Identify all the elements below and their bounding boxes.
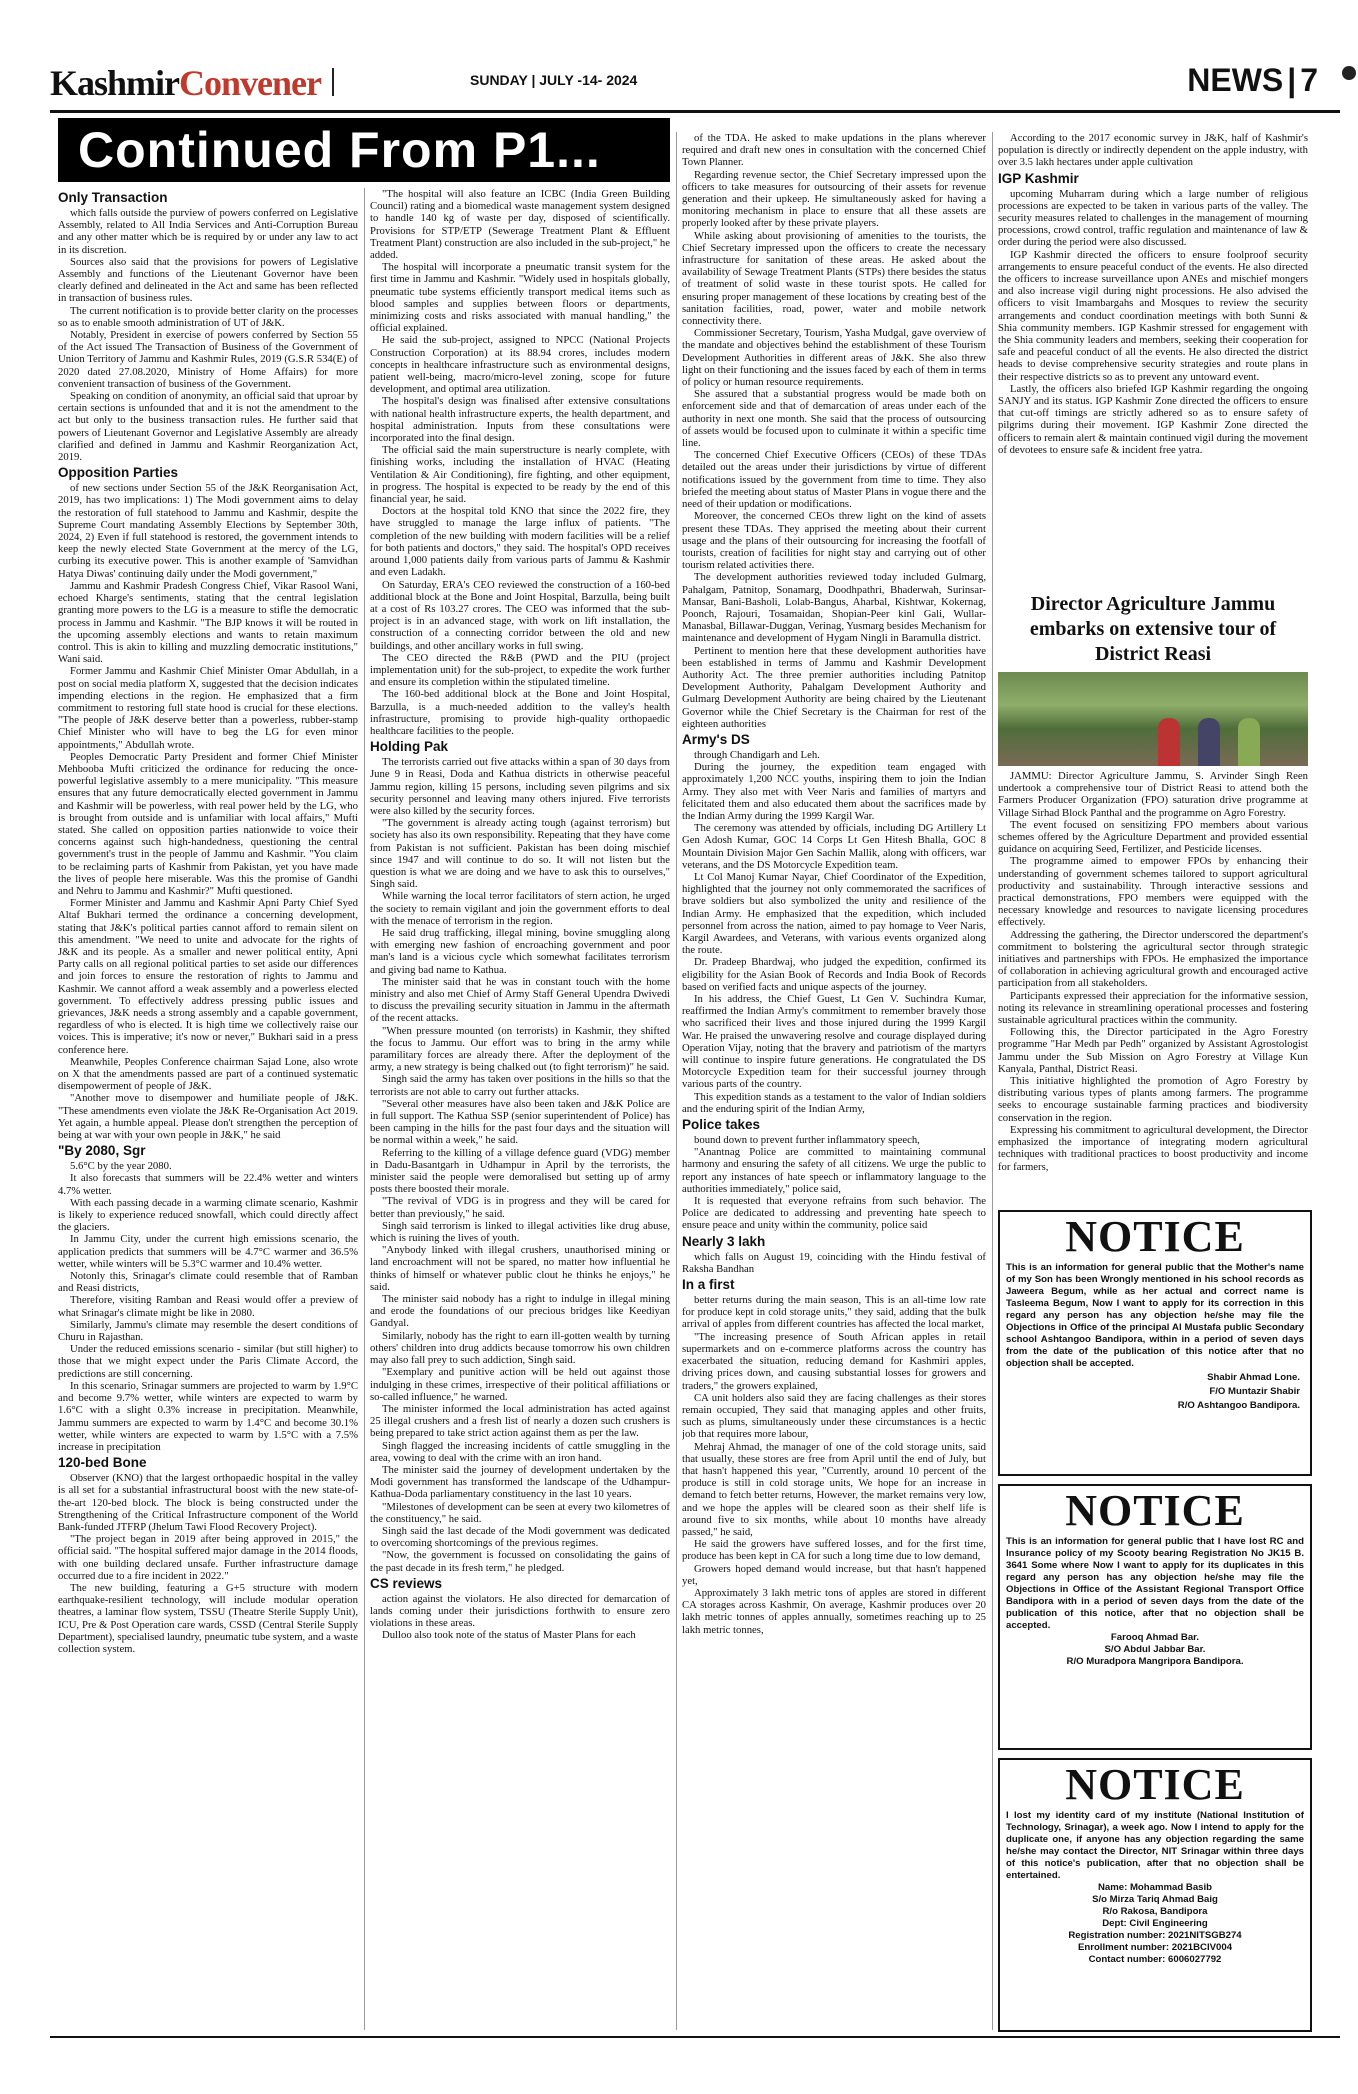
paragraph: Jammu and Kashmir Pradesh Congress Chief, Vikar Rasool Wani, echoed Kharge's sentiments, stating that the central legislation granting more powers to the LG is a measure to stifle the democratic process in Jammu and Kashmir. "The BJP knows it will be routed in the upcoming assembly elections and wants to retain maximum control. This is akin to killing and muzzling democratic institutions," Wani said. <box>58 579 358 666</box>
paragraph: The hospital's design was finalised after extensive consultations with national health infrastructure experts, the health department, and hospital administration. Inputs from these consultations were incorporated into the final design. <box>370 395 670 445</box>
paragraph: The new building, featuring a G+5 structure with modern earthquake-resilient technology, will include modular operation theatres, a laminar flow system, TSSU (Theatre Sterile Supply Unit), ICU, Pre & Post Operation care wards, CSSD (Central Sterile Supply Department), specialised laundry, pneumatic tube system, and a waste collection system. <box>58 1581 358 1655</box>
notice-signature: R/O Ashtangoo Bandipora. <box>1177 1400 1300 1411</box>
paragraph: The minister said nobody has a right to indulge in illegal mining and erode the foundations of our precious bridges like Keediyan Gandyal. <box>370 1293 670 1330</box>
paragraph: Under the reduced emissions scenario - similar (but still higher) to those that we might expect under the Paris Climate Accord, the predictions are still concerning. <box>58 1343 358 1380</box>
paragraph: which falls on August 19, coinciding with the Hindu festival of Raksha Bandhan <box>682 1250 986 1275</box>
article-column-4-top <box>998 132 1308 582</box>
paragraph: Referring to the killing of a village defence guard (VDG) member in Dadu-Basantgarh in Udhampur in April by the terrorists, the minister said the people were demoralised but setting up of army posts there boosted their morale. <box>370 1146 670 1196</box>
paragraph: The official said the main superstructure is nearly complete, with finishing works, including the installation of HVAC (Heating Ventilation & Air Conditioning), fire fighting, and other equipment, in progress. The hospital is expected to be ready by the end of this financial year, he said. <box>370 444 670 506</box>
paragraph: Former Minister and Jammu and Kashmir Apni Party Chief Syed Altaf Bukhari termed the ordinance a concerning development, stating that J&K's political parties cannot afford to remain silent on this amendment. "We need to unite and advocate for the rights of J&K and its people. As a smaller and newer political entity, Apni Party calls on all regional political parties to set aside our differences and join forces to ensure the restoration of rights to Jammu and Kashmir. We cannot afford a weak assembly and a powerless elected government. To effectively address pressing public issues and grievances, J&K needs a strong assembly and a capable government, regardless of who is elected. It is high time we collectively raise our voices. This is imperative; it's now or never," Bukhari said in a press conference here. <box>58 897 358 1056</box>
paragraph: Growers hoped demand would increase, but that hasn't happened yet, <box>682 1562 986 1587</box>
paragraph: The current notification is to provide better clarity on the processes so as to enable smooth administration of UT of J&K. <box>58 304 358 329</box>
paragraph: Observer (KNO) that the largest orthopaedic hospital in the valley is all set for a substantial infrastructural boost with the new state-of-the-art 120-bed block. The block is being constructed under the Strengthening of the Critical Infrastructure component of the World Bank-funded JTFRP (Jhelum Tawi Flood Recovery Project). <box>58 1472 358 1533</box>
paragraph: "The increasing presence of South African apples in retail supermarkets and on e-commerce platforms across the country has exacerbated the situation, reducing demand for Kashmiri apples, driving prices down, and causing substantial losses for growers and traders," the growers explained, <box>682 1330 986 1392</box>
paragraph: The programme aimed to empower FPOs by enhancing their understanding of government schemes tailored to support agricultural productivity and sustainability. Through interactive sessions and practical demonstrations, FPO members were equipped with the necessary knowledge and resources to navigate licensing procedures effectively. <box>998 855 1308 929</box>
notice-signature: F/O Muntazir Shabir <box>1209 1386 1300 1397</box>
notice-signature: Contact number: 6006027792 <box>1088 1954 1222 1965</box>
paragraph: The minister said the journey of development undertaken by the Modi government has transformed the landscape of the Udhampur-Kathua-Doda parliamentary constituency in the last 10 years. <box>370 1463 670 1501</box>
paragraph: Former Jammu and Kashmir Chief Minister Omar Abdullah, in a post on social media platform X, suggested that the decision indicates impending elections in the region. He emphasized that a firm commitment to restoring full state hood is crucial for these elections. "The people of J&K deserve better than a powerless, rubber-stamp Chief Minister who will have to beg the LG for even minor appointments," Abdullah wrote. <box>58 665 358 751</box>
paragraph: "Several other measures have also been taken and J&K Police are in full support. The Kathua SSP (senior superintendent of Police) has been camping in the hills for the past four days and the situation will be normal within a week," he said. <box>370 1097 670 1147</box>
paragraph: In Jammu City, under the current high emissions scenario, the application predicts that summers will be 4.7°C warmer and 36.5% wetter, while winters will be 5.3°C warmer and 10.4% wetter. <box>58 1233 358 1270</box>
paragraph: "Now, the government is focussed on consolidating the gains of the past decade in its fresh term," he pledged. <box>370 1549 670 1574</box>
headline-banner <box>58 118 670 182</box>
paragraph: of new sections under Section 55 of the J&K Reorganisation Act, 2019, has two implications: 1) The Modi government aims to delay the restoration of full statehood to Jammu and Kashmir, despite the Supreme Court mandating Assembly Elections by September 30th, 2024, 2) Even if full statehood is restored, the government intends to keep the newly elected State Government at the mercy of the LG, curbing its executive power. This is another example of 'Samvidhan Hatya Diwas' continuing daily under the Modi government," <box>58 482 358 580</box>
paragraph: She assured that a substantial progress would be made both on enforcement side and that of demarcation of areas under each of the authority in next one month. She said that the process of outsourcing of assets would be focused upon to culminate it within a specific time line. <box>682 388 986 450</box>
agriculture-story-headline: Director Agriculture Jammu embarks on extensive tour of District Reasi <box>1029 593 1277 665</box>
page-headline: Continued From P1... <box>78 122 601 178</box>
paragraph: The minister informed the local administration has acted against 25 illegal crushers and a fresh list of nearly a dozen such crushers is being prepared to take strict action against them as per the law. <box>370 1402 670 1440</box>
section-name: NEWS <box>1187 62 1284 98</box>
notice-signature: S/O Abdul Jabbar Bar. <box>1104 1644 1206 1655</box>
paragraph: Therefore, visiting Ramban and Reasi would offer a preview of what Srinagar's climate might be like in 2080. <box>58 1294 358 1319</box>
paragraph: Similarly, Jammu's climate may resemble the desert conditions of Churu in Rajasthan. <box>58 1318 358 1344</box>
paragraph: He said the sub-project, assigned to NPCC (National Projects Construction Corporation) at its 88.94 crores, includes modern concepts in healthcare infrastructure such as environmental designs, patient well-being, macro/micro-level zoning, scope for future development, and optimal area utilization. <box>370 334 670 396</box>
paragraph: Following this, the Director participated in the Agro Forestry programme "Har Medh par Pedh" organized by Assistant Agrostologist Jammu under the Sub Mission on Agro Forestry at Village Kun Kanyala, Panthal, District Reasi. <box>998 1026 1308 1075</box>
story-subhead: "By 2080, Sgr <box>58 1143 146 1159</box>
header-rule <box>50 110 1340 113</box>
paragraph: of the TDA. He asked to make updations in the plans wherever required and draft new ones in consultation with the concerned Chief Town Planner. <box>682 132 986 169</box>
story-subhead: Opposition Parties <box>58 465 179 481</box>
story-subhead: 120-bed Bone <box>58 1455 147 1471</box>
paragraph: He said the growers have suffered losses, and for the first time, produce has been kept in CA for such a long time due to low demand, <box>682 1538 986 1563</box>
logo-convener: Convener <box>179 63 321 103</box>
paragraph: Doctors at the hospital told KNO that since the 2022 fire, they have struggled to manage the large influx of patients. "The completion of the new building with modern facilities will be a relief for both patients and doctors," they said. The hospital's OPD receives around 1,000 patients daily from various parts of Jammu & Kashmir and even Ladakh. <box>370 505 670 579</box>
agriculture-event-photo <box>998 672 1308 766</box>
paragraph: Moreover, the concerned CEOs threw light on the kind of assets present these TDAs. They apprised the meeting about their current usage and the plans of their outsourcing for increasing the footfall of tourists, creation of facilities for night stay and carrying out of other tourism related activities there. <box>682 510 986 572</box>
paragraph: which falls outside the purview of powers conferred on Legislative Assembly, related to All India Services and Anti-Corruption Bureau and any other matter which be is required by or under any law to act in its discretion. <box>58 207 358 256</box>
paragraph: 5.6°C by the year 2080. <box>70 1160 172 1173</box>
paragraph: JAMMU: Director Agriculture Jammu, S. Arvinder Singh Reen undertook a comprehensive tour of District Reasi to attend both the Farmers Producer Organization (FPO) saturation drive programme at Village Sirhad Block Panthal and the programme on Agro Forestry. <box>998 770 1308 819</box>
notice-signature: Shabir Ahmad Lone. <box>1207 1372 1300 1383</box>
paragraph: Notonly this, Srinagar's climate could resemble that of Ramban and Reasi districts, <box>58 1270 358 1295</box>
column-divider <box>676 132 677 2030</box>
paragraph: better returns during the main season, This is an all-time low rate for produce kept in cold storage units," they said, adding that the bulk arrival of apples from different countries has affected the local market, <box>682 1294 986 1331</box>
paragraph: The concerned Chief Executive Officers (CEOs) of these TDAs detailed out the areas under their jurisdictions by virtue of different notifications issued by the government from time to time. They also briefed the meeting about status of Master Plans in vogue there and the need of their updation or modifications. <box>682 449 986 511</box>
issue-date: SUNDAY | JULY -14- 2024 <box>470 72 638 88</box>
paragraph: In this scenario, Srinagar summers are projected to warm by 1.9°C and become 9.7% wetter, while winters are expected to warm by 1.6°C with a slight 0.3% increase in precipitation. Meanwhile, Jammu summers are expected to warm by 1.4°C and become 30.1% wetter, while winters are expected to warm by 1.5°C with a 7.5% increase in precipitation <box>58 1379 358 1453</box>
paragraph: Singh said the last decade of the Modi government was dedicated to overcoming shortcomings of the previous regimes. <box>370 1524 670 1550</box>
paragraph: It is requested that everyone refrains from such behavior. The Police are dedicated to addressing and preventing hate speech to ensure peace and unity within the community, police said <box>682 1195 986 1232</box>
paragraph: Peoples Democratic Party President and former Chief Minister Mehbooba Mufti criticized the ordinance for reducing the once-powerful legislative assembly to a mere municipality. "This measure ensures that any future democratically elected government in Jammu and Kashmir will be powerless, with real power held by the LG, who is brought from outside and is unfamiliar with local affairs," Mufti stated. She called on opposition parties nationwide to voice their concerns against such high-handedness, questioning the central government's trust in the people of Jammu and Kashmir. "You claim to be reclaiming parts of Kashmir from Pakistan, yet you have made the lives of people here miserable. Was this the promise of Gandhi and Nehru to Jammu and Kashmir?" Mufti questioned. <box>58 750 358 897</box>
paragraph: While warning the local terror facilitators of stern action, he urged the society to remain vigilant and join the government efforts to deal with the menace of terrorism in the region. <box>370 890 670 927</box>
paragraph: Sources also said that the provisions for powers of Legislative Assembly and functions of the Lieutenant Governor have been clearly defined and delineated in the Act and same has been reflected in transaction of business rules. <box>58 255 358 305</box>
public-notice-3 <box>998 1758 1312 2032</box>
paragraph: "Milestones of development can be seen at every two kilometres of the constituency," he said. <box>370 1500 670 1525</box>
paragraph: "When pressure mounted (on terrorists) in Kashmir, they shifted the focus to Jammu. Our effort was to bring in the army while paramilitary forces are already there. After the deployment of the army, a new strategy is being chalked out (to fight terrorism)" he said. <box>370 1024 670 1074</box>
paragraph: upcoming Muharram during which a large number of religious processions are expected to be taken in various parts of the valley. The security measures related to challenges in the management of mourning processions, crowd control, traffic regulation and maintenance of law & order during the period were also discussed. <box>998 187 1308 249</box>
notice-body: This is an information for general public that I have lost RC and Insurance policy of my Scooty bearing Registration No JK15 B. 3641 Some where Now I want to apply for its duplicates in this regard any person has any objection he/she may file the Objections in Office of the Assistant Regional Transport Office Bandipora with in a period of seven days from the date of the publication of this notice, after that no objection shall be accepted. <box>1006 1536 1304 1631</box>
paragraph: "The revival of VDG is in progress and they will be cared for better than previously," he said. <box>370 1195 670 1220</box>
paragraph: Singh said the army has taken over positions in the hills so that the terrorists are not able to carry out further attacks. <box>370 1073 670 1098</box>
paragraph: Singh flagged the increasing incidents of cattle smuggling in the area, vowing to deal with the crime with an iron hand. <box>370 1439 670 1464</box>
paragraph: Regarding revenue sector, the Chief Secretary impressed upon the officers to take measures for outsourcing of their assets for revenue generation and their upkeep. He simultaneously asked for having a monitoring mechanism in place to ensure that all these assets are properly looked after by these private players. <box>682 168 986 230</box>
person-figure <box>1238 718 1260 766</box>
paragraph: Meanwhile, Peoples Conference chairman Sajad Lone, also wrote on X that the amendments passed are part of a continued systematic disempowerment of people of J&K. <box>58 1055 358 1093</box>
publication-logo <box>50 62 321 104</box>
paragraph: While asking about provisioning of amenities to the tourists, the Chief Secretary impressed upon the officers to create the necessary infrastructure for sanitation of these areas. He asked about the availability of Sewage Treatment Plants (STPs) there besides the status of treatment of solid waste in these tourist spots. He called for ensuring proper management of these locations by creating best of the sanitation facilities, road, power, water and mobile network connectivity there. <box>682 229 986 328</box>
paragraph: Dr. Pradeep Bhardwaj, who judged the expedition, confirmed its eligibility for the Asian Book of Records and India Book of Records based on verified facts and unique aspects of the journey. <box>682 956 986 993</box>
story-subhead: Only Transaction <box>58 190 168 205</box>
paragraph: The 160-bed additional block at the Bone and Joint Hospital, Barzulla, is a much-needed addition to the valley's health infrastructure, promising to provide high-quality orthopaedic healthcare facilities to the people. <box>370 688 670 737</box>
story-subhead: Police takes <box>682 1117 761 1133</box>
paragraph: In his address, the Chief Guest, Lt Gen V. Suchindra Kumar, reaffirmed the Indian Army's commitment to remember bravely those who sacrificed their lives and those injured during the 1999 Kargil War. He praised the unwavering resolve and courage displayed during Operation Vijay, noting that the bravery and patriotism of the martyrs will continue to inspire future generations. He congratulated the DS Motorcycle Expedition team for their successful journey through various parts of the country. <box>682 993 986 1091</box>
section-separator: | <box>1287 62 1297 98</box>
paragraph: Expressing his commitment to agricultural development, the Director emphasized the importance of integrating modern agricultural techniques with traditional practices to boost productivity and income for farmers, <box>998 1123 1308 1173</box>
paragraph: IGP Kashmir directed the officers to ensure foolproof security arrangements to ensure peaceful conduct of the events. He also directed the officers to increase surveillance upon ANEs and mischief mongers and also increase vigil during night processions. He also advised the officers to visit Imambargahs and Mosques to review the security arrangements and conduct coordination meetings with both Sunni & Shia community members. IGP Kashmir stressed for engagement with the Shia community leaders and members, seeking their cooperation for safe and peaceful conduct of all the events. He also directed the district heads to devise comprehensive security strategies and route plans in their respective districts so as to prevent any untoward event. <box>998 248 1308 383</box>
story-subhead: Holding Pak <box>370 739 449 755</box>
paragraph: "Anybody linked with illegal crushers, unauthorised mining or land encroachment will not be spared, no matter how influential he thinks of himself or whatever public clout he thinks he enjoys," he said. <box>370 1244 670 1293</box>
footer-rule <box>50 2036 1340 2038</box>
paragraph: This expedition stands as a testament to the valor of Indian soldiers and the enduring spirit of the Indian Army, <box>682 1090 986 1115</box>
paragraph: Approximately 3 lakh metric tons of apples are stored in different CA storages across Kashmir, On average, Kashmir produces over 20 lakh metric tonnes of apples annually, sometimes reaching up to 25 lakh metric tonnes, <box>682 1586 986 1636</box>
public-notice-2 <box>998 1484 1312 1750</box>
paragraph: The CEO directed the R&B (PWD and the PIU (project implementation unit) for the sub-project, to expedite the work further and ensure its completion within the stipulated timeline. <box>370 651 670 689</box>
section-label <box>1187 62 1318 99</box>
paragraph: bound down to prevent further inflammatory speech, <box>694 1134 920 1147</box>
masthead <box>50 62 1340 106</box>
paragraph: "The hospital will also feature an ICBC (India Green Building Council) rating and a biomedical waste management system designed to handle 140 kg of waste per day, disposed of scientifically. Provisions for STP/ETP (Sewerage Treatment Plant & Effluent Treatment Plant) construction are also included in the sub-project," he added. <box>370 188 670 262</box>
paragraph: During the journey, the expedition team engaged with approximately 1,200 NCC youths, inspiring them to join the Indian Army. They also met with Veer Naris and families of martyrs and felicitated them and also educated them about the sacrifices made by the Indian Army during the 1999 Kargil War. <box>682 761 986 822</box>
paragraph: Pertinent to mention here that these development authorities have been established in terms of Jammu and Kashmir Development Authority Act. The three premier authorities including Patnitop Development Authority, Pahalgam Development Authority and Gulmarg Development Authority are being chaired by the Lieutenant Governor while the Chief Secretary is the Chairman for rest of the eighteen authorities <box>682 644 986 730</box>
paragraph: He said drug trafficking, illegal mining, bovine smuggling along with emerging new fashion of encroaching government and poor man's land is a vicious cycle which somewhat facilitates terrorism and giving bad name to Kathua. <box>370 926 670 976</box>
paragraph: This initiative highlighted the promotion of Agro Forestry by distributing various types of plants among farmers. The programme seeks to encourage sustainable farming practices and biodiversity conservation in the region. <box>998 1075 1308 1124</box>
paragraph: Commissioner Secretary, Tourism, Yasha Mudgal, gave overview of the mandate and objectives behind the establishment of these Tourism Development Authorities in different areas of J&K. She also threw light on their functioning and the issues faced by each of them in terms of policy or human resource requirements. <box>682 327 986 389</box>
notice-title: NOTICE <box>1065 1486 1245 1535</box>
paragraph: The terrorists carried out five attacks within a span of 30 days from June 9 in Reasi, Doda and Kathua districts in otherwise peaceful Jammu region, killing 15 persons, including seven pilgrims and six security personnel and leaving many others injured. Five terrorists were also killed by the security forces. <box>370 756 670 817</box>
article-column-2 <box>370 188 670 2030</box>
story-subhead: Army's DS <box>682 731 750 747</box>
notice-signature: S/o Mirza Tariq Ahmad Baig <box>1092 1894 1218 1905</box>
paragraph: On Saturday, ERA's CEO reviewed the construction of a 160-bed additional block at the Bone and Joint Hospital, Barzulla, being built at a cost of Rs 103.27 crores. The CEO was informed that the sub-project is in an advanced stage, with work on lift installation, the construction of a connecting corridor between the old and new buildings, and other ancillary works in full swing. <box>370 578 670 652</box>
paragraph: The ceremony was attended by officials, including DG Artillery Lt Gen Adosh Kumar, GOC 14 Corps Lt Gen Hitesh Bhalla, GOC 8 Mountain Division Major Gen Sachin Mallik, along with officers, war veterans, and the DS Motorcycle Expedition team. <box>682 822 986 871</box>
paragraph: "The government is already acting tough (against terrorism) but society has also its own responsibility. Repeating that they have come from Pakistan is not sufficient. Pakistan has been doing mischief since 1947 and will continue to do so. It will not listen but the question is what we are doing and we have to ask this to ourselves," Singh said. <box>370 817 670 891</box>
notice-signature: Name: Mohammad Basib <box>1097 1882 1213 1893</box>
paragraph: Mehraj Ahmad, the manager of one of the cold storage units, said that usually, these stores are free from April until the end of July, but that hasn't happened this year, "Currently, around 10 percent of the produce is still in cold storage units, We hope for an increase in demand to fetch better returns, However, the market remains very low, and we hope the apples will be cleared soon as their shelf life is around five to six months, while about 10 months have already passed," he said, <box>682 1440 986 1538</box>
notice-title: NOTICE <box>1065 1760 1245 1809</box>
notice-signature: R/o Rakosa, Bandipora <box>1102 1906 1208 1917</box>
paragraph: Lt Col Manoj Kumar Nayar, Chief Coordinator of the Expedition, highlighted that the journey not only commemorated the sacrifices of brave soldiers but also symbolized the unity and resilience of the Indian Army. He emphasized that the expedition, which included personnel from across the nation, aimed to pay homage to Veer Naris, Kargil Awardees, and Veterans, with various events organized along the route. <box>682 870 986 957</box>
article-column-4-agriculture <box>998 770 1308 1200</box>
paragraph: "The project began in 2019 after being approved in 2015," the official said. "The hospital suffered major damage in the 2014 floods, with one building declared unsafe. Further infrastructure damage occurred due to a fire incident in 2022." <box>58 1533 358 1582</box>
story-subhead: IGP Kashmir <box>998 170 1079 186</box>
paragraph: According to the 2017 economic survey in J&K, half of Kashmir's population is directly or indirectly dependent on the apple industry, with over 3.5 lakh hectares under apple cultivation <box>998 132 1308 169</box>
story-subhead: CS reviews <box>370 1575 443 1591</box>
corner-dot-icon <box>1342 66 1356 80</box>
notice-signature: Dept: Civil Engineering <box>1102 1918 1208 1929</box>
page-number: 7 <box>1300 62 1318 98</box>
paragraph: Dulloo also took note of the status of Master Plans for each <box>382 1629 636 1642</box>
paragraph: "Another move to disempower and humiliate people of J&K. "These amendments even violate the J&K Re-Organisation Act 2019. Yet again, a humble appeal. Please don't strengthen the perception of being at war with your own people in J&K," he said <box>58 1092 358 1142</box>
paragraph: "Anantnag Police are committed to maintaining communal harmony and ensuring the safety of all citizens. We urge the public to report any instances of hate speech or inflammatory language to the authorities immediately," police said, <box>682 1146 986 1195</box>
paragraph: CA unit holders also said they are facing challenges as their stores remain occupied, They said that managing apples and other fruits, such as plums, simultaneously under these circumstances is a hectic job that requires more labour, <box>682 1391 986 1441</box>
paragraph: Speaking on condition of anonymity, an official said that uproar by certain sections is unfounded that and it is not the amendment to the act but only to the business transaction rules. He further said that powers of Lieutenant Governor and Legislative Assembly are already clarified and defined in Jammu and Kashmir Reorganization Act, 2019. <box>58 390 358 464</box>
paragraph: Notably, President in exercise of powers conferred by Section 55 of the Act issued The Transaction of Business of the Government of Union Territory of Jammu and Kashmir Rules, 2019 (G.S.R 534(E) of 2020 dated 27.08.2020, Ministry of Home Affairs) for more convenient transaction of business of the Government. <box>58 329 358 390</box>
paragraph: With each passing decade in a warming climate scenario, Kashmir is likely to experience reduced snowfall, which could directly affect the glaciers. <box>58 1196 358 1234</box>
paragraph: It also forecasts that summers will be 22.4% wetter and winters 4.7% wetter. <box>58 1172 358 1197</box>
paragraph: The minister said that he was in constant touch with the home ministry and also met Chief of Army Staff General Upendra Dwivedi to discuss the prevailing security situation in Jammu in the aftermath of the recent attacks. <box>370 975 670 1025</box>
paragraph: Singh said terrorism is linked to illegal activities like drug abuse, which is ruining the lives of youth. <box>370 1219 670 1245</box>
article-column-1 <box>58 188 358 2030</box>
paragraph: "Exemplary and punitive action will be held out against those indulging in these crimes, irrespective of their political affiliations or so-called influence," he warned. <box>370 1366 670 1403</box>
paragraph: Lastly, the officers also briefed IGP Kashmir regarding the ongoing SANJY and its status. IGP Kashmir Zone directed the officers to ensure that cut-off timings are strictly adhered so as to ensure safety of pilgrims during their movement. IGP Kashmir Zone directed the officers to remain alert & maintain continued vigil during the movement of devotees to ensure safe & incident free yatra. <box>998 382 1308 456</box>
notice-title: NOTICE <box>1065 1212 1245 1261</box>
notice-body: This is an information for general public that the Mother's name of my Son has been Wrongly mentioned in his school records as Jaweera Begum, while as her actual and correct name is Tasleema Begum, Now I want to apply for its correction in this regard any person has any objection he/she may file the Objections in Office of the principal Al Mustafa public Secondary school Ashtangoo Bandipora, within in a period of seven days from the date of the publication of this notice after that no objection shall be accepted. <box>1006 1262 1304 1369</box>
notice-signature: Registration number: 2021NITSGB274 <box>1068 1930 1242 1941</box>
notice-signature: Enrollment number: 2021BCIV004 <box>1077 1942 1233 1953</box>
column-divider <box>364 188 365 2030</box>
masthead-divider <box>332 68 334 96</box>
paragraph: The event focused on sensitizing FPO members about various schemes offered by the Agriculture Department and provided essential guidance on acquiring Seed, Fertilizer, and Pesticide licenses. <box>998 818 1308 856</box>
paragraph: through Chandigarh and Leh. <box>694 748 820 761</box>
person-figure <box>1198 718 1220 766</box>
article-column-3 <box>682 132 986 2030</box>
notice-signature: Farooq Ahmad Bar. <box>1110 1632 1200 1643</box>
paragraph: Similarly, nobody has the right to earn ill-gotten wealth by turning others' children into drug addicts because tomorrow his own children may also fall prey to such addiction, Singh said. <box>370 1329 670 1367</box>
story-subhead: Nearly 3 lakh <box>682 1233 766 1249</box>
paragraph: The hospital will incorporate a pneumatic transit system for the first time in Jammu and Kashmir. "Widely used in hospitals globally, pneumatic tube systems efficiently transport medical items such as blood samples and supplies between floors or departments, minimizing costs and risks associated with manual handling," the official explained. <box>370 261 670 335</box>
paragraph: Addressing the gathering, the Director underscored the department's commitment to bolstering the agricultural sector through strategic initiatives and partnerships with FPOs. He emphasized the importance of collaboration in achieving agricultural growth and encouraged active participation from all stakeholders. <box>998 928 1308 990</box>
paragraph: The development authorities reviewed today included Gulmarg, Pahalgam, Patnitop, Sonamarg, Doodhpathri, Bhaderwah, Surinsar-Mansar, Bani-Basholi, Lolab-Bangus, Aharbal, Kishtwar, Kokernag, Poonch, Rajouri, Tosamaidan, Shopian-Peer kinl Gali, Wullar-Manasbal, Billawar-Duggan, Verinag, Yusmarg besides Mechanism for maintenance and development of Hygam Ningli in Baramulla district. <box>682 571 986 645</box>
public-notice-1 <box>998 1210 1312 1476</box>
notice-body: I lost my identity card of my institute (National Institution of Technology, Srinagar), a week ago. Now I intend to apply for the duplicate one, if anyone has any objection regarding the same he/she may contact the Director, NIT Srinagar within three days of this notice's publication, after that no objection shall be entertained. <box>1006 1810 1304 1881</box>
story-subhead: In a first <box>682 1277 735 1293</box>
paragraph: Participants expressed their appreciation for the informative session, noting its relevance in streamlining operational processes and fostering sustainable agricultural practices within the community. <box>998 989 1308 1027</box>
paragraph: action against the violators. He also directed for demarcation of lands coming under their jurisdictions forthwith to ensure zero violations in these areas. <box>370 1592 670 1630</box>
column-divider <box>992 132 993 2030</box>
logo-kashmir: Kashmir <box>50 63 180 103</box>
notice-signature: R/O Muradpora Mangripora Bandipora. <box>1066 1656 1244 1667</box>
person-figure <box>1158 718 1180 766</box>
